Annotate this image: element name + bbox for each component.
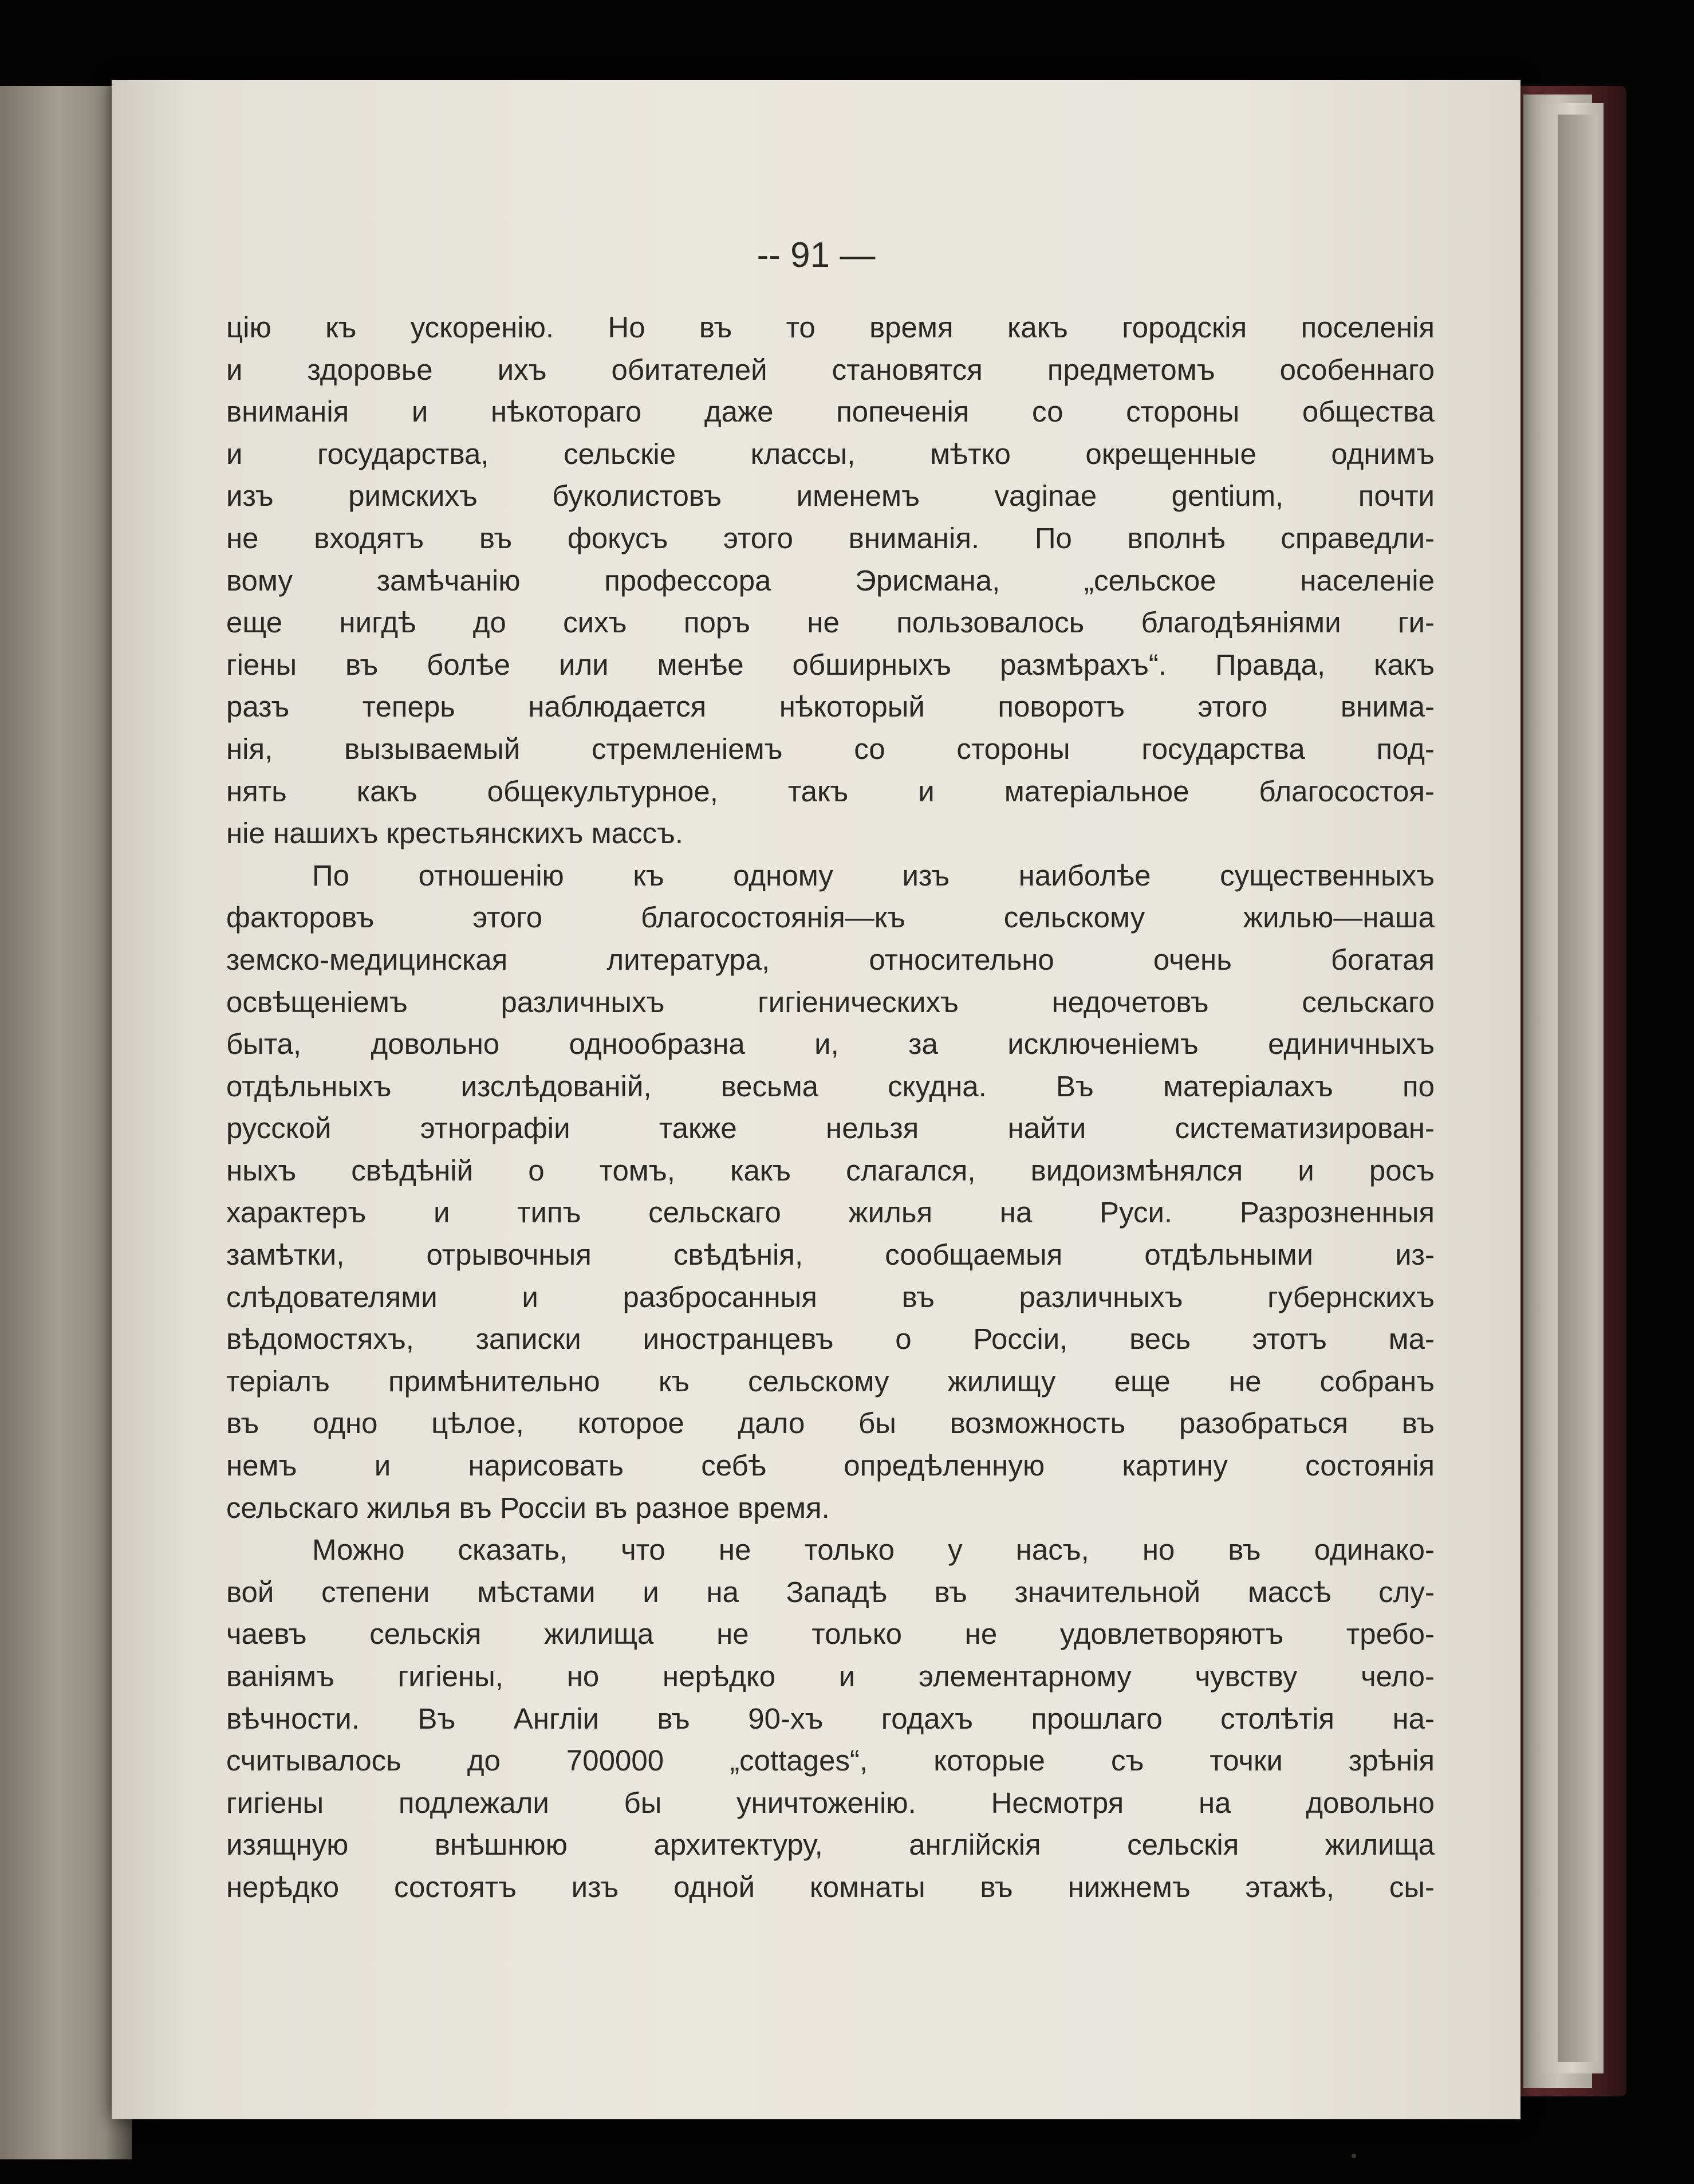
text-line: немъ и нарисовать себѣ опредѣленную картину состоянія bbox=[226, 1449, 1435, 1482]
text-line: русской этнографіи также нельзя найти систематизирован- bbox=[226, 1112, 1435, 1145]
text-line: вой степени мѣстами и на Западѣ въ значительной массѣ слу- bbox=[226, 1575, 1435, 1608]
text-line: считывалось до 700000 „cottages“, которые съ точки зрѣнія bbox=[226, 1744, 1435, 1777]
text-line: цію къ ускоренію. Но въ то время какъ городскія поселенія bbox=[226, 311, 1435, 344]
text-line: нять какъ общекультурное, такъ и матеріальное благосостоя- bbox=[226, 774, 1435, 808]
text-line: не входятъ въ фокусъ этого вниманія. По вполнѣ справедли- bbox=[226, 521, 1435, 554]
text-line: По отношенію къ одному изъ наиболѣе существенныхъ bbox=[312, 859, 1435, 892]
text-line: изъ римскихъ буколистовъ именемъ vaginae gentium, почти bbox=[226, 479, 1435, 513]
text-line: въ одно цѣлое, которое дало бы возможность разобраться въ bbox=[226, 1407, 1435, 1440]
text-line: нія, вызываемый стремленіемъ со стороны государства под- bbox=[226, 732, 1435, 765]
text-line: нерѣдко состоятъ изъ одной комнаты въ нижнемъ этажѣ, сы- bbox=[226, 1870, 1435, 1903]
text-line: сельскаго жилья въ Россіи въ разное время. bbox=[226, 1491, 830, 1524]
text-line: чаевъ сельскія жилища не только не удовлетворяютъ требо- bbox=[226, 1618, 1435, 1651]
text-line: разъ теперь наблюдается нѣкоторый поворотъ этого внима- bbox=[226, 690, 1435, 723]
text-line: освѣщеніемъ различныхъ гигіеническихъ недочетовъ сельскаго bbox=[226, 985, 1435, 1018]
text-line: теріалъ примѣнительно къ сельскому жилищу еще не собранъ bbox=[226, 1364, 1435, 1398]
text-line: вѣдомостяхъ, записки иностранцевъ о Россіи, весь этотъ ма- bbox=[226, 1323, 1435, 1356]
page-stack-edge bbox=[1558, 115, 1598, 2062]
text-line: еще нигдѣ до сихъ поръ не пользовалось благодѣяніями ги- bbox=[226, 606, 1435, 639]
text-line: гигіены подлежали бы уничтоженію. Несмотря на довольно bbox=[226, 1786, 1435, 1819]
text-line: и государства, сельскіе классы, мѣтко окрещенные однимъ bbox=[226, 437, 1435, 470]
text-line: факторовъ этого благосостоянія—къ сельскому жилью—наша bbox=[226, 901, 1435, 934]
text-line: вому замѣчанію профессора Эрисмана, „сельское населеніе bbox=[226, 564, 1435, 597]
ink-speck bbox=[1352, 2154, 1356, 2158]
text-line: ваніямъ гигіены, но нерѣдко и элементарному чувству чело- bbox=[226, 1660, 1435, 1693]
text-line: и здоровье ихъ обитателей становятся предметомъ особеннаго bbox=[226, 353, 1435, 386]
text-line: вѣчности. Въ Англіи въ 90-хъ годахъ прошлаго столѣтія на- bbox=[226, 1702, 1435, 1735]
text-line: отдѣльныхъ изслѣдованій, весьма скудна. Въ матеріалахъ по bbox=[226, 1069, 1435, 1103]
text-line: слѣдователями и разбросанныя въ различныхъ губернскихъ bbox=[226, 1280, 1435, 1313]
body-text bbox=[226, 306, 1435, 1908]
text-line: земско-медицинская литература, относительно очень богатая bbox=[226, 943, 1435, 976]
text-line: изящную внѣшнюю архитектуру, англійскія сельскія жилища bbox=[226, 1828, 1435, 1862]
text-line: ніе нашихъ крестьянскихъ массъ. bbox=[226, 817, 684, 850]
text-line: быта, довольно однообразна и, за исключеніемъ единичныхъ bbox=[226, 1028, 1435, 1061]
text-line: Можно сказать, что не только у насъ, но въ одинако- bbox=[312, 1533, 1435, 1567]
page-number: -- 91 — bbox=[757, 235, 876, 275]
text-line: вниманія и нѣкотораго даже попеченія со стороны общества bbox=[226, 395, 1435, 428]
text-line: характеръ и типъ сельскаго жилья на Руси. Разрозненныя bbox=[226, 1196, 1435, 1229]
text-line: замѣтки, отрывочныя свѣдѣнія, сообщаемыя отдѣльными из- bbox=[226, 1238, 1435, 1272]
text-line: гіены въ болѣе или менѣе обширныхъ размѣрахъ“. Правда, какъ bbox=[226, 648, 1435, 681]
book-page bbox=[112, 80, 1520, 2119]
text-line: ныхъ свѣдѣній о томъ, какъ слагался, видоизмѣнялся и росъ bbox=[226, 1154, 1435, 1187]
